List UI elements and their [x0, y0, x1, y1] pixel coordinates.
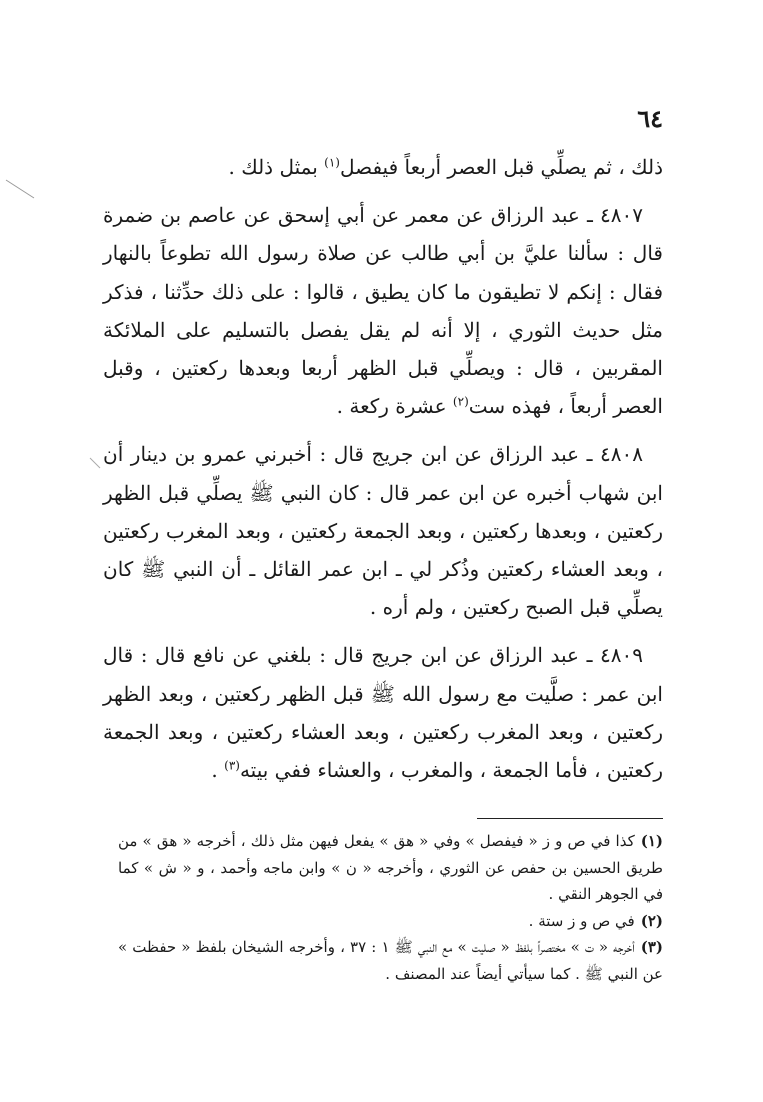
footnotes: [118, 828, 663, 987]
hadith-text-end: .: [211, 758, 225, 783]
paragraph-text-end: بمثل ذلك .: [228, 155, 325, 179]
hadith-text-end: عشرة ركعة .: [336, 394, 453, 419]
hadith-text: ـ عبد الرزاق عن ابن جريج قال : أخبرني عمرو بن دينار أن ابن شهاب أخبره عن ابن عمر قال : كان النبي ﷺ يصلِّي قبل الظهر ركعتين ، وبعدها ركعتين ، وبعد الجمعة ركعتين ، وبعد المغرب ركعتين ، وبعد العشاء ركعتين وذُكر لي ـ ابن عمر القائل ـ أن النبي ﷺ كان يصلِّي قبل الصبح ركعتين ، ولم أره .: [103, 442, 663, 620]
footnote-key: (٢): [640, 911, 663, 930]
footnote-text: في ص و ز ستة .: [528, 911, 635, 930]
hadith-text: ـ عبد الرزاق عن معمر عن أبي إسحق عن عاصم بن ضمرة قال : سألنا عليَّ بن أبي طالب عن صلاة رسول الله تطوعاً بالنهار فقال : إنكم لا تطيقون ما كان يطيق ، قالوا : على ذلك حدِّثنا ، فذكر مثل حديث الثوري ، إلا أنه لم يقل يفصل بالتسليم على الملائكة المقربين ، قال : ويصلِّي قبل الظهر أربعا وبعدها ركعتين ، وقبل العصر أربعاً ، فهذه ست: [103, 203, 663, 419]
footnote-ref[interactable]: (١): [324, 155, 340, 170]
footnote-key: (٣): [640, 938, 663, 956]
footnote-text: كذا في ص و ز « فيفصل » وفي « هق » يفعل فيهن مثل ذلك ، أخرجه « هق » من طريق الحسين بن حفص عن الثوري ، وأخرجه « ن » وابن ماجه وأحمد ، و « ش » كما في الجوهر النقي .: [118, 832, 663, 903]
scan-speck: [88, 456, 102, 470]
page-number: ٦٤: [637, 104, 663, 133]
footnote-ref[interactable]: (٣): [224, 758, 240, 773]
footnote-2: [118, 908, 663, 935]
footnote-3: [118, 934, 663, 987]
footnote-1: [118, 828, 663, 908]
hadith-4809: [103, 636, 663, 789]
hadith-4808: [103, 435, 663, 626]
hadith-number: ٤٨٠٨: [600, 442, 643, 467]
hadith-number: ٤٨٠٧: [600, 203, 643, 228]
footnote-divider: [477, 818, 663, 819]
hadith-4807: [103, 196, 663, 425]
footnote-key: (١): [640, 832, 663, 850]
hadith-text: ـ عبد الرزاق عن ابن جريج قال : بلغني عن نافع قال : قال ابن عمر : صلَّيت مع رسول الله ﷺ قبل الظهر ركعتين ، وبعد الظهر ركعتين ، وبعد المغرب ركعتين ، وبعد العشاء ركعتين ، وبعد الجمعة ركعتين ، فأما الجمعة ، والمغرب ، والعشاء ففي بيته: [103, 643, 663, 783]
footnote-text: أخرجه « ت » مختصراً بلفظ « صليت » مع النبي ﷺ ١ : ٣٧ ، وأخرجه الشيخان بلفظ « حفظت » عن النبي ﷺ . كما سيأتي أيضاً عند المصنف .: [118, 938, 663, 983]
footnote-ref[interactable]: (٢): [452, 394, 469, 409]
paragraph-continuation: [103, 148, 663, 186]
scan-edge-mark: [4, 178, 38, 200]
main-text: [103, 148, 663, 799]
paragraph-text: ذلك ، ثم يصلِّي قبل العصر أربعاً فيفصل: [339, 155, 663, 179]
hadith-number: ٤٨٠٩: [600, 643, 643, 668]
